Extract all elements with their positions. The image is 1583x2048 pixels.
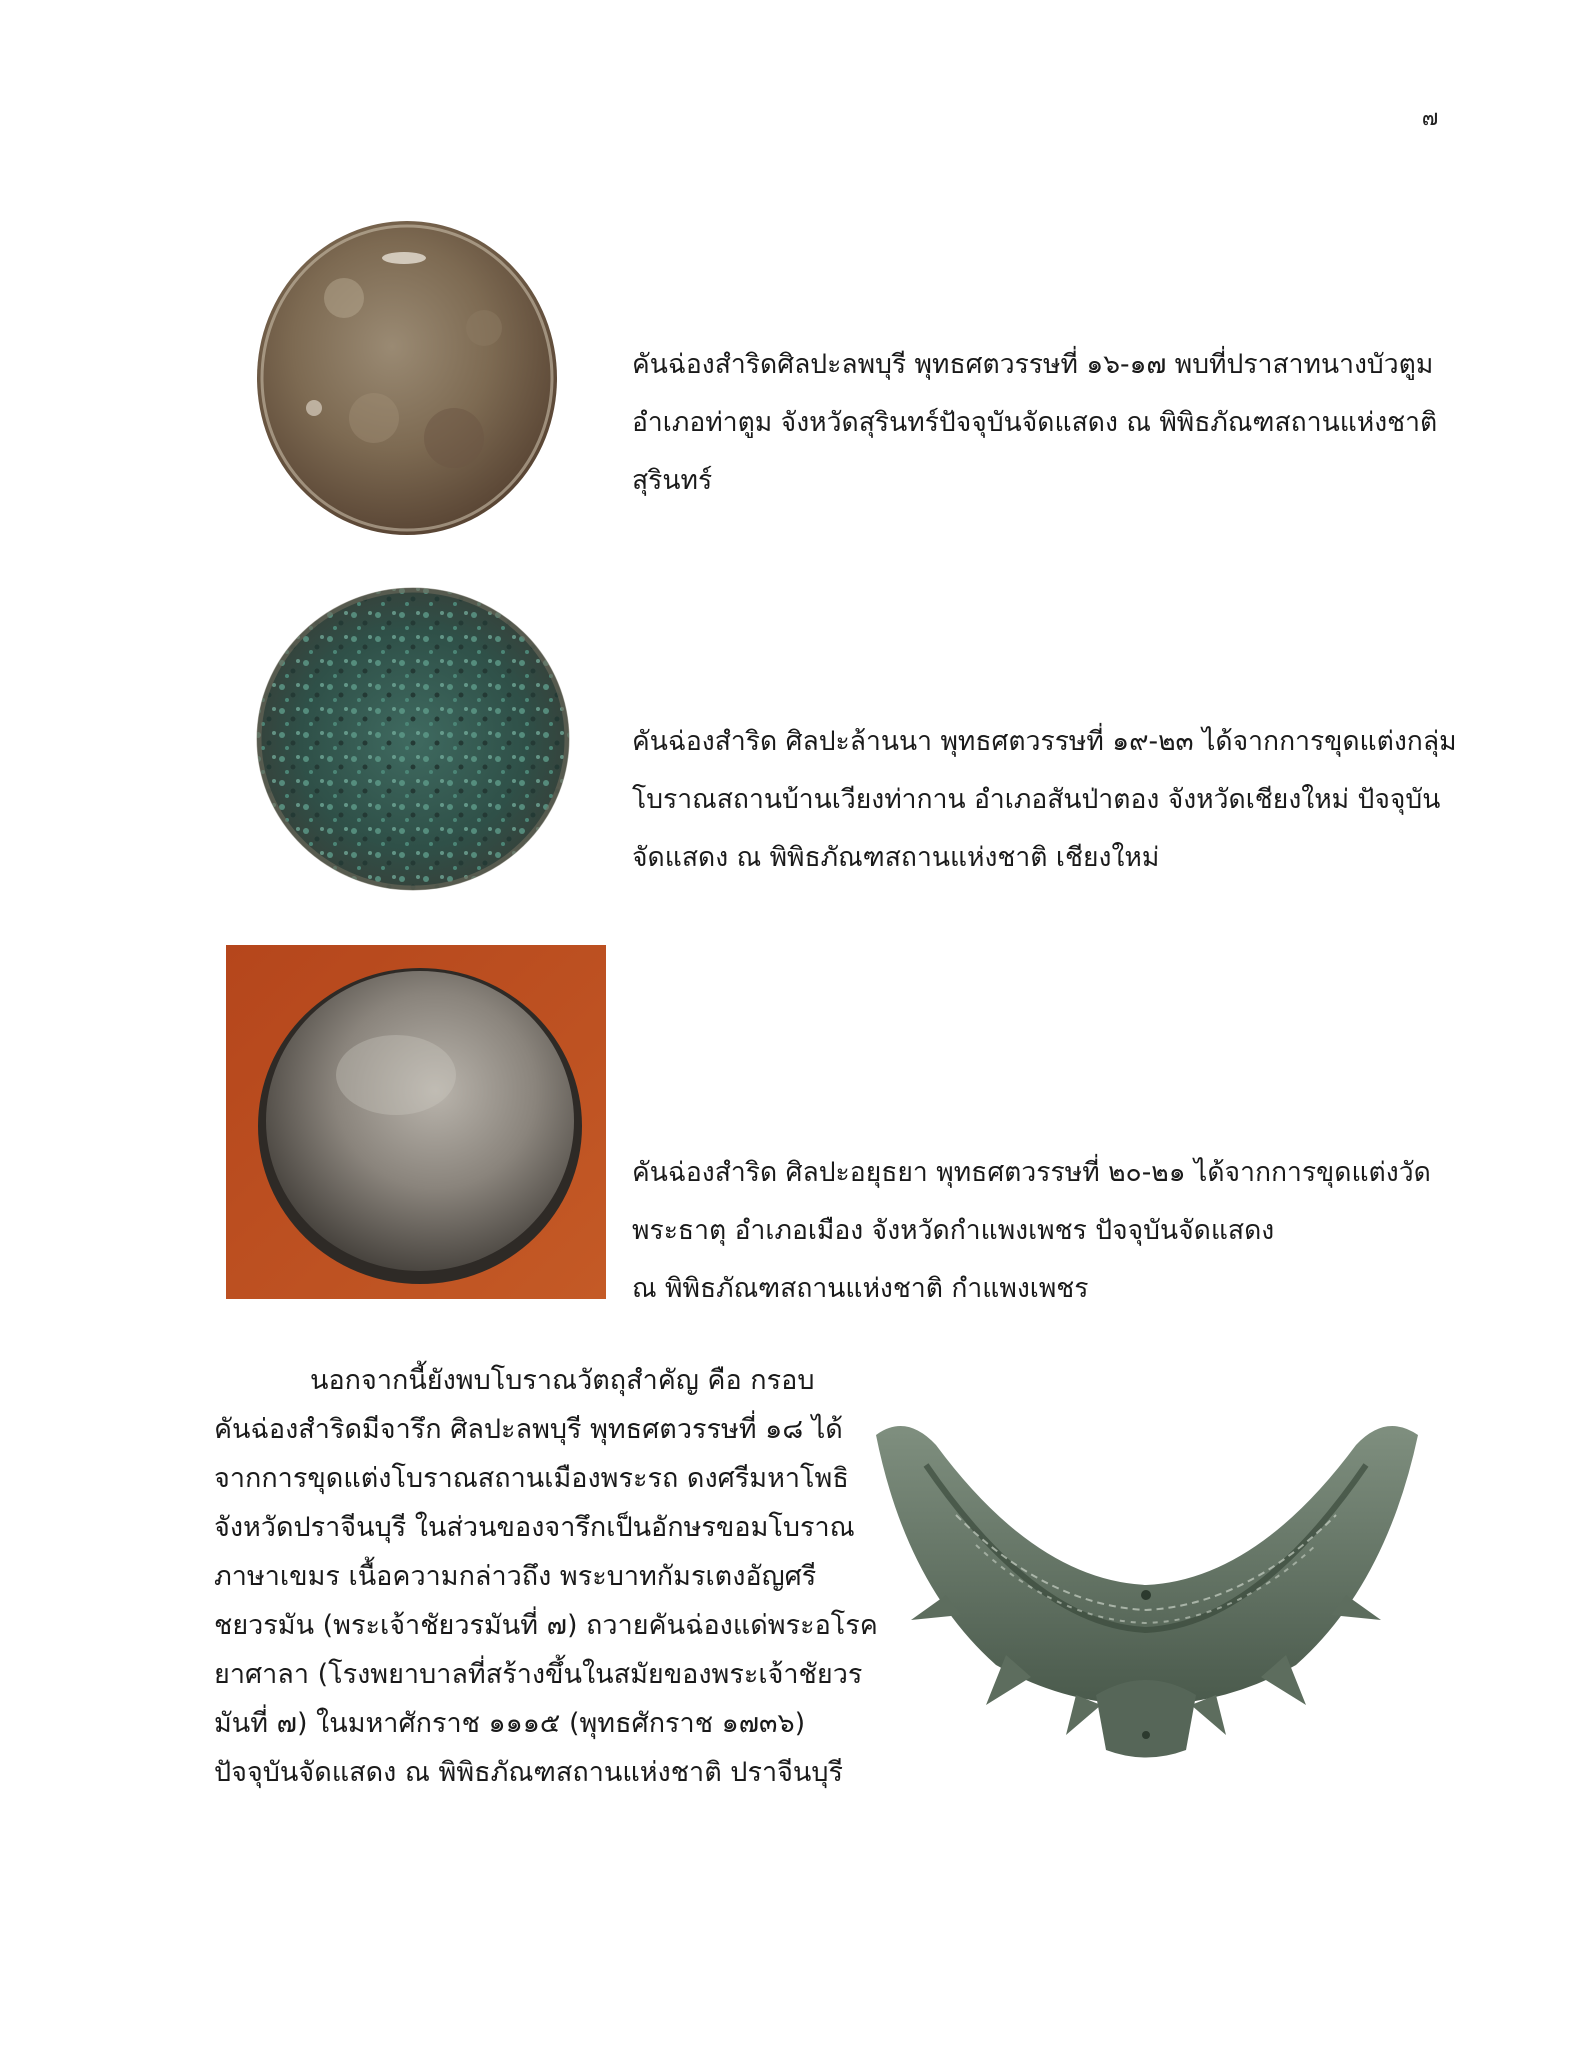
caption-line: ณ พิพิธภัณฑสถานแห่งชาติ กำแพงเพชร: [632, 1273, 1089, 1304]
caption-line: อำเภอท่าตูม จังหวัดสุรินทร์ปัจจุบันจัดแสดง ณ พิพิธภัณฑสถานแห่งชาติ: [632, 407, 1438, 438]
bronze-mirror-lanna-image: [254, 585, 572, 893]
caption-lanna: [632, 713, 1457, 887]
caption-line: สุรินทร์: [632, 465, 713, 496]
body-line: มันที่ ๗) ในมหาศักราช ๑๑๑๕ (พุทธศักราช ๑๗๓๖): [214, 1708, 806, 1739]
caption-line: โบราณสถานบ้านเวียงท่ากาน อำเภอสันป่าตอง จังหวัดเชียงใหม่ ปัจจุบัน: [632, 784, 1441, 815]
body-line: จากการขุดแต่งโบราณสถานเมืองพระรถ ดงศรีมหาโพธิ: [214, 1463, 849, 1494]
body-line: ภาษาเขมร เนื้อความกล่าวถึง พระบาทกัมรเตงอัญศรี: [214, 1561, 817, 1592]
bronze-mirror-lopburi-image: [254, 218, 560, 538]
bronze-mirror-ayutthaya-image: [226, 945, 606, 1299]
caption-lopburi: [632, 336, 1437, 510]
body-line: ยาศาลา (โรงพยาบาลที่สร้างขึ้นในสมัยของพระเจ้าชัยวร: [214, 1659, 863, 1690]
caption-line: พระธาตุ อำเภอเมือง จังหวัดกำแพงเพชร ปัจจุบันจัดแสดง: [632, 1215, 1275, 1246]
inscribed-mirror-frame-image: [866, 1405, 1426, 1770]
body-line: คันฉ่องสำริดมีจารึก ศิลปะลพบุรี พุทธศตวรรษที่ ๑๘ ได้: [214, 1414, 843, 1445]
caption-line: จัดแสดง ณ พิพิธภัณฑสถานแห่งชาติ เชียงใหม่: [632, 842, 1160, 873]
body-line: จังหวัดปราจีนบุรี ในส่วนของจารึกเป็นอักษรขอมโบราณ: [214, 1512, 855, 1543]
body-line: ชยวรมัน (พระเจ้าชัยวรมันที่ ๗) ถวายคันฉ่องแด่พระอโรค: [214, 1610, 878, 1641]
page-number: ๗: [1421, 106, 1439, 131]
caption-line: คันฉ่องสำริดศิลปะลพบุรี พุทธศตวรรษที่ ๑๖-๑๗ พบที่ปราสาทนางบัวตูม: [632, 349, 1434, 380]
caption-line: คันฉ่องสำริด ศิลปะอยุธยา พุทธศตวรรษที่ ๒๐-๒๑ ได้จากการขุดแต่งวัด: [632, 1157, 1431, 1188]
body-line: ปัจจุบันจัดแสดง ณ พิพิธภัณฑสถานแห่งชาติ ปราจีนบุรี: [214, 1757, 844, 1788]
body-line: นอกจากนี้ยังพบโบราณวัตถุสำคัญ คือ กรอบ: [310, 1365, 815, 1396]
caption-line: คันฉ่องสำริด ศิลปะล้านนา พุทธศตวรรษที่ ๑๙-๒๓ ได้จากการขุดแต่งกลุ่ม: [632, 726, 1457, 757]
caption-ayutthaya: [632, 1144, 1431, 1318]
body-paragraph: [214, 1356, 878, 1797]
